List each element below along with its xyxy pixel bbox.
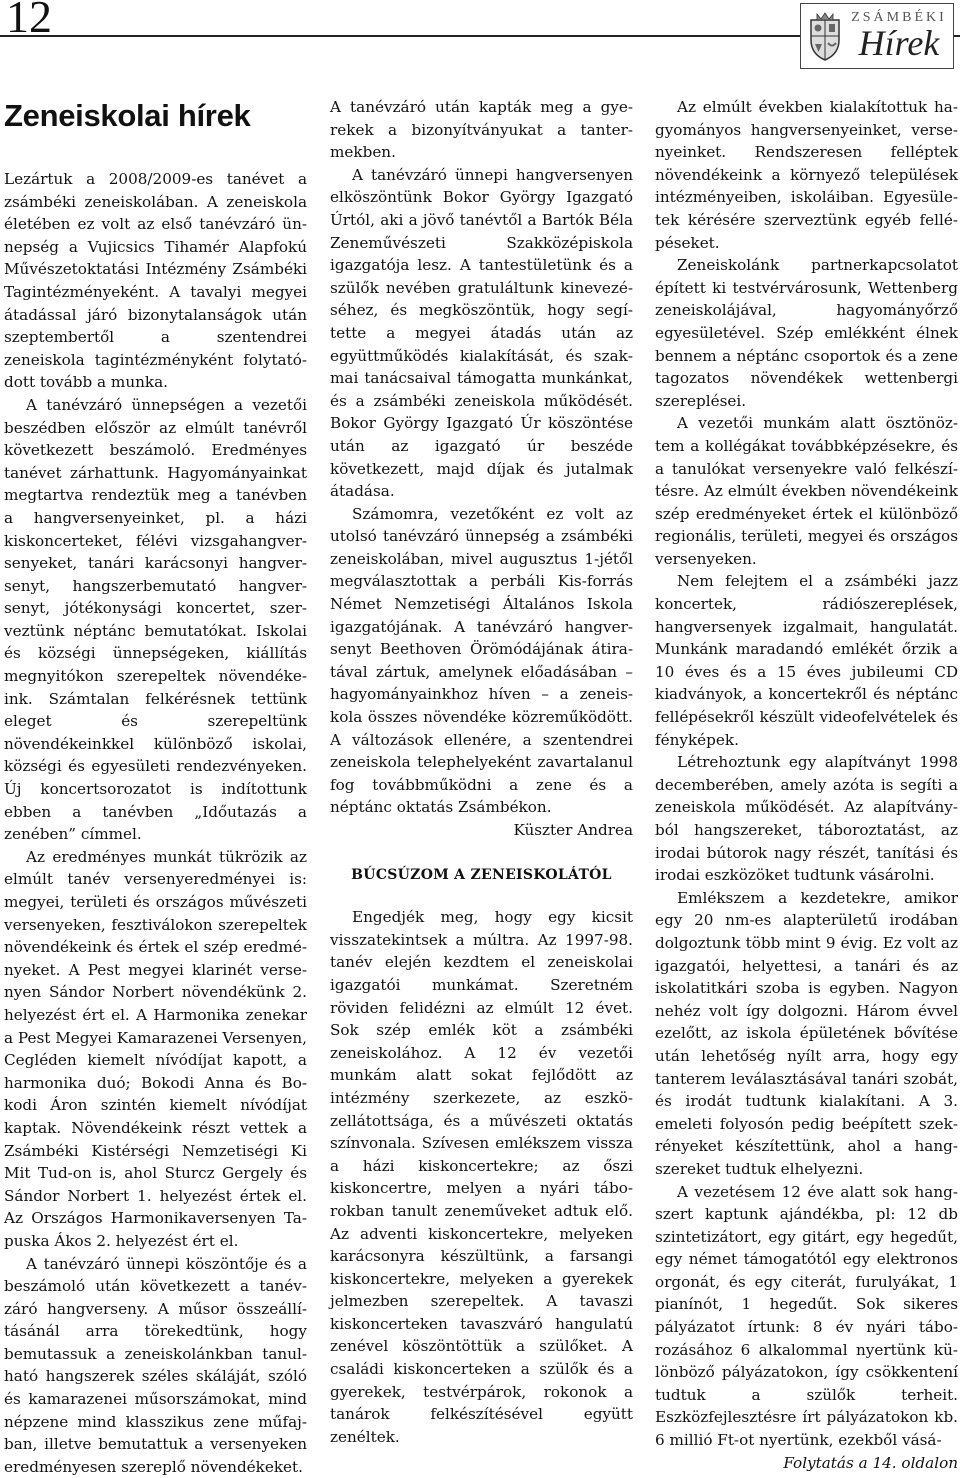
section-heading: BÚCSÚZOM A ZENEISKOLÁTÓL [330, 864, 633, 887]
column-1 [4, 96, 307, 1467]
masthead [800, 3, 954, 69]
paragraph: A tanévzáró ünnepségen a vezetői beszédben először az elmúlt tanévről következett beszámoló. Eredményes tanévet zárhattunk. Hagyományainkat megtartva rendeztük meg a tanévben a hangversenyeinket, pl. a házi kiskoncerteket, félévi vizsgahangversenyeket, tanári karácsonyi hangversenyt, hangszerbemutató hangversenyt, jótékonysági koncertet, szerveztünk néptánc bemutatókat. Iskolai és községi ünnepségeken, kiállítás megnyitókon szerepeltek növendékeink. Számtalan felkérésnek tettünk eleget és szerepeltünk növendékeinkkel különböző iskolai, községi és egyesületi rendezvényeken. Új koncertsorozatot is indítottunk ebben a tanévben „Időutazás a zenében” címmel. [4, 394, 307, 846]
paragraph: Emlékszem a kezdetekre, amikor egy 20 nm-es alapterületű irodában dolgoztunk több mint 9 évig. Ez volt az igazgatói, helyettesi, a tanári és az iskolatitkári szoba is egyben. Nagyon nehéz volt így dolgozni. Három évvel ezelőtt, az iskola épületének bővítése után lehetőség nyílt arra, hogy egy tanterem leválasztásával tanári szobát, és irodát tudtunk kialakítani. A 3. emeleti folyosón pedig beépített szekrényeket készítettünk, ahol a hangszereket tudtuk elhelyezni. [655, 887, 958, 1181]
paragraph: Lezártuk a 2008/2009-es tanévet a zsámbéki zeneiskolában. A zeneiskola életében ez volt az első tanévzáró ünnepség a Vujicsics Tihamér Alapfokú Művészetoktatási Intézmény Zsámbéki Tagintézményeként. A tavalyi megyei átadással járó bizonytalanságok után szeptembertől a szentendrei zeneiskola tagintézményként folytatódott tovább a munka. [4, 168, 307, 394]
paragraph: A tanévzáró ünnepi köszöntője és a beszámoló után következett a tanévzáró hangverseny. A műsor összeállításánál arra törekedtünk, hogy bemutassuk a zeneiskolánkban tanulható hangszerek széles skáláját, szóló és kamarazenei műsorszámokat, mind népzene mind klasszikus zene műfajban, illetve bemutattuk a versenyeken eredményesen szereplő növendékeket. [4, 1253, 307, 1478]
paragraph: Nem felejtem el a zsámbéki jazz koncertek, rádiószereplések, hangversenyek izgalmait, hangulatát. Munkánk maradandó emlékét őrzik a 10 éves és a 15 éves jubileumi CD kiadványok, a koncertekről és néptánc fellépésekről készült videofelvételek és fényképek. [655, 570, 958, 751]
paragraph: A vezetői munkám alatt ösztönöztem a kollégákat továbbképzésekre, és a tanulókat versenyekre való felkészítésre. Az elmúlt években növendékeink szép eredményeket értek el különböző regionális, területi, megyei és országos versenyeken. [655, 412, 958, 570]
masthead-small-title: ZSÁMBÉKI [845, 11, 953, 25]
continued-note: Folytatás a 14. oldalon [655, 1452, 958, 1475]
paragraph: Számomra, vezetőként ez volt az utolsó tanévzáró ünnepség a zsámbéki zeneiskolában, mivel augusztus 1-jétől megválasztottak a perbáli Kis-forrás Német Nemzetiségi Általános Iskola igazgatójának. A tanévzáró hangversenyt Beethoven Örömódájának átiratával zártuk, amelynek előadásában – hagyományainkhoz híven – a zeneiskola összes növendéke közreműködött. A változások ellenére, a szentendrei zeneiskola telephelyeként zavartalanul fog továbbműködni a zene és a néptánc oktatás Zsámbékon. [330, 503, 633, 819]
paragraph: Engedjék meg, hogy egy kicsit visszatekintsek a múltra. Az 1997-98. tanév elején kezdtem el zeneiskolai igazgatói munkámat. Szeretném röviden felidézni az elmúlt 12 évet. Sok szép emlék köt a zsámbéki zeneiskolához. A 12 év vezetői munkám alatt sokat fejlődött az intézmény szerkezete, az eszközellátottsága, és a művészeti oktatás színvonala. Szívesen emlékszem vissza a házi kiskoncertekre; az őszi kiskoncertre, melyen a nyári táborokban tanult zeneműveket adtuk elő. Az adventi kiskoncertekre, melyeken karácsonyra készültünk, a farsangi kiskoncertekre, melyeken a gyerekek jelmezben szerepeltek. A tavaszi kiskoncerteken tavaszváró hangulatú zenével köszöntöttük a szülőket. A családi kiskoncerteken a szülők és a gyerekek, testvérpárok, rokonok a tanárok felkészítésével együtt zenéltek. [330, 906, 633, 1448]
paragraph: Az elmúlt években kialakítottuk hagyományos hangversenyeinket, versenyeinket. Rendszeresen felléptek növendékeink a környező települések intézményeiben, iskoláiban. Egyesületek kérésére szerveztünk egyéb fellépéseket. [655, 96, 958, 254]
column-2 [330, 96, 633, 1467]
coat-of-arms-icon [805, 10, 845, 62]
paragraph: A tanévzáró ünnepi hangversenyen elköszöntünk Bokor György Igazgató Úrtól, aki a jövő tanévtől a Bartók Béla Zeneművészeti Szakközépiskola igazgatója lesz. A tantestületünk és a szülők nevében gratuláltunk kinevezéséhez, és megköszöntük, hogy segítette a megyei átadás után az együttműködés kialakítását, és szakmai tanácsaival támogatta munkánkat, és a zsámbéki zeneiskola működését. Bokor György Igazgató Úr köszöntése után az igazgató úr beszéde következett, majd díjak és jutalmak átadása. [330, 164, 633, 503]
page-number: 12 [6, 0, 52, 40]
paragraph: A tanévzáró után kapták meg a gyerekek a bizonyítványukat a tantermekben. [330, 96, 633, 164]
paragraph: Az eredményes munkát tükrözik az elmúlt tanév versenyeredményei is: megyei, területi és országos művészeti versenyeken, fesztiválokon szerepeltek növendékeink és értek el szép eredményeket. A Pest megyei klarinét versenyen Sándor Norbert növendékünk 2. helyezést ért el. A Harmonika zenekar a Pest Megyei Kamarazenei Versenyen, Cegléden kiemelt nívódíjat kapott, a harmonika duó; Bokodi Anna és Bokodi Áron szintén kiemelt nívódíjat kaptak. Növendékeink részt vettek a Zsámbéki Kistérségi Nemzetiségi Ki Mit Tud-on is, ahol Sturcz Gergely és Sándor Norbert 1. helyezést értek el. Az Országos Harmonikaversenyen Tapuska Ákos 2. helyezést ért el. [4, 846, 307, 1253]
masthead-title: Hírek [845, 25, 953, 61]
paragraph: A vezetésem 12 éve alatt sok hangszert kaptunk ajándékba, pl: 12 db szintetizátort, egy gitárt, egy hegedűt, egy német támogatótól egy elektronos orgonát, és egy citerát, furulyákat, 1 pianínót, 1 hegedűt. Sok sikeres pályázatot írtunk: 8 év nyári táborozásához 6 alkalommal nyertünk különböző pályázatokon, így csökkentení tudtuk a szülők terheit. Eszközfejlesztésre írt pályázatokon kb. 6 millió Ft-ot nyertünk, ezekből vásá- [655, 1181, 958, 1452]
article-title: Zeneiskolai hírek [4, 98, 307, 134]
paragraph: Létrehoztunk egy alapítványt 1998 decemberében, amely azóta is segíti a zeneiskola működését. Az alapítványból hangszereket, táboroztatást, az irodai bútorok nagy részét, tanítási és irodai eszközöket tudtunk vásárolni. [655, 751, 958, 887]
author-signature: Küszter Andrea [330, 819, 633, 842]
paragraph: Zeneiskolánk partnerkapcsolatot épített ki testvérvárosunk, Wettenberg zeneiskolájával, hagyományőrző egyesületével. Szép emlékként élnek bennem a néptánc csoportok és a zene tagozatos növendékek wettenbergi szereplései. [655, 254, 958, 412]
column-3 [655, 96, 958, 1467]
